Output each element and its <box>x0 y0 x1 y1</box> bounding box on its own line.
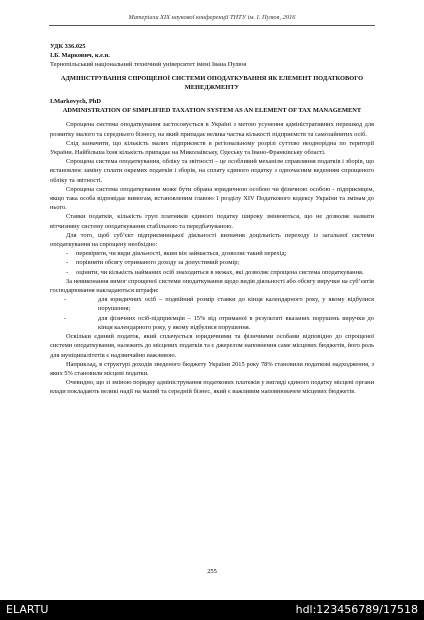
title-ukrainian: АДМІНІСТРУВАННЯ СПРОЩЕНОЇ СИСТЕМИ ОПОДАТКУВАННЯ ЯК ЕЛЕМЕНТ ПОДАТКОВОГО МЕНЕДЖМЕНТУ <box>60 74 364 91</box>
title-english: ADMINISTRATION OF SIMPLIFIED TAXATION SYSTEM AS AN ELEMENT OF TAX MANAGEMENT <box>62 107 362 115</box>
udk-code: УДК 336.025 <box>50 43 86 50</box>
repository-footer <box>0 600 424 620</box>
header-divider <box>49 25 375 26</box>
transition-steps-list <box>50 249 374 277</box>
paragraph: Ставки податків, кількість груп платників єдиного податку широку змінюються, що не дозволяє назвати вітчизняну систему оподаткування стабільною та передбачуваною. <box>50 213 374 230</box>
author-english: I.Markovych, PhD <box>50 98 101 106</box>
list-item: - перевірити, чи види діяльності, яким він займається, дозволяє такий перехід; <box>76 249 374 258</box>
affiliation: Тернопільський національний технічний університет імені Івана Пулюя <box>50 61 247 69</box>
list-item: - для юридичних осіб – подвійний розмір ставки до кінця календарного року, у якому відбулися порушення; <box>98 295 374 313</box>
article-body <box>50 42 374 397</box>
paragraph: За невиконання вимог спрощеної системи оподаткування щодо видів діяльності або обсягу виручки на суб’єктів господарювання накладаються штрафи: <box>50 277 374 295</box>
handle-identifier[interactable]: hdl:123456789/17518 <box>295 603 418 616</box>
author: І.Б. Маркович, к.е.н. <box>50 52 110 60</box>
paragraph: Для того, щоб суб’єкт підприємницької діяльності визначив доцільність переходу із загальної системи оподаткування на спрощену необхідно: <box>50 231 374 249</box>
paragraph: Спрощена система оподаткування, обліку та звітності – це особливий механізм справляння податків і зборів, що встановлює заміну сплати окремих податків і зборів, на сплату єдиного податку з одночасним веденням спрощеного обліку та звітності. <box>50 158 374 184</box>
repository-name: ELARTU <box>6 603 49 616</box>
paragraph: Наприклад, в структурі доходів зведеного бюджету України 2015 року 78% становили податкові надходження, з яких 5% становили місцеві податки. <box>50 360 374 377</box>
paragraph: Оскільки єдиний податок, який сплачується юридичними та фізичними особами відповідно до спрощеної системи оподаткування, належить до місцевих податків та є джерелом наповнення саме місцевих бюджетів, його роль для муніципалітетів є надзвичайно важливою. <box>50 333 374 359</box>
list-item: - порівняти обсягу отриманого доходу за допустимий розмір; <box>76 258 374 267</box>
page-number: 255 <box>207 568 217 575</box>
list-item: - оцінити, чи кількість найманих осіб знаходиться в межах, які дозволяє спрощена система оподаткування. <box>76 268 374 277</box>
paragraph: Спрощена система оподаткування може бути обрана юридичною особою чи фізичною особою - підприємцем, якщо така особа відповідає вимогам, встановленим главою 1 розділу XIV Податкового кодексу України та змінам до нього. <box>50 185 374 212</box>
list-item: - для фізичних осіб-підприємців – 15% від отриманої в результаті вказаних порушень виручки до кінця календарного року, у якому відбулися порушення. <box>98 314 374 332</box>
paragraph: Спрощена система оподаткування застосовується в Україні з метою усунення адміністративних перешкод для розвитку малого та середнього бізнесу, на який припадає велика частка кількості підприємств та самозайнятих осіб. <box>50 121 374 138</box>
fines-list <box>50 295 374 332</box>
paragraph: Слід зазначити, що кількість малих підприємств в регіональному розрізі суттєво неоднорідна по території України. Найбільша їхня кількість припадає на Миколаївську, Одеську та Івано-Франківську області. <box>50 139 374 157</box>
paragraph: Очевидно, що зі зміною порядку адміністрування податкових платежів у вигляді єдиного податку місцеві органи влади покладають великі надії на малий та середній бізнес, який є важливим наповнювачем місцевих бюджетів. <box>50 379 374 396</box>
running-header: Матеріали XIX наукової конференції ТНТУ ім. І. Пулюя, 2016 <box>128 14 296 21</box>
